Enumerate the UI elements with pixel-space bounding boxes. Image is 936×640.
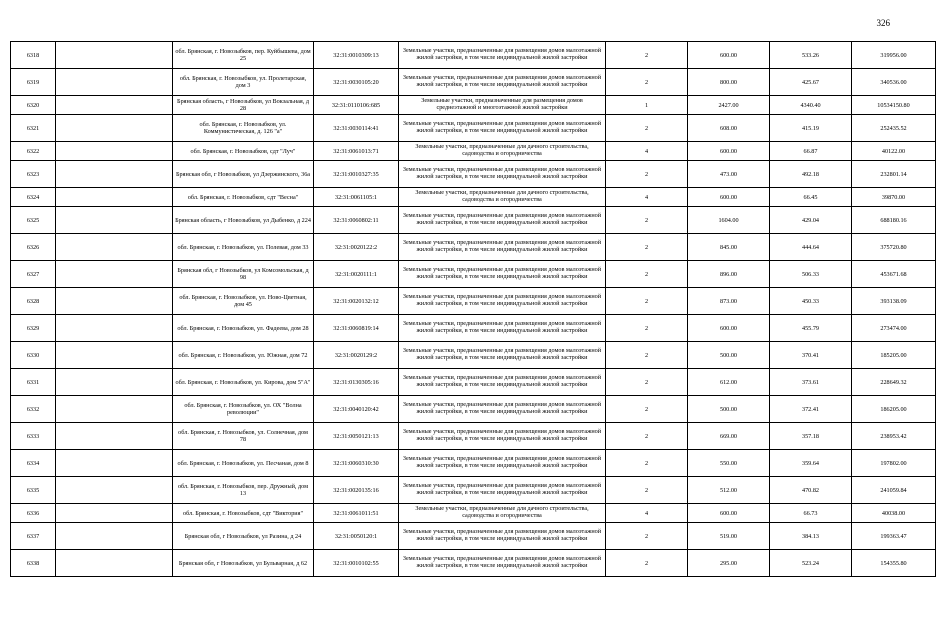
cadastral-value-cell: 238953.42 (852, 423, 936, 450)
table-body (11, 42, 936, 577)
specific-value-cell: 450.33 (770, 288, 852, 315)
address-cell: обл. Брянская, г. Новозыбков, ул. Ново-Цветная, дом 45 (173, 288, 314, 315)
land-use-cell: Земельные участки, предназначенные для размещения домов малоэтажной жилой застройки, в том числе индивидуальной жилой застройки (399, 234, 606, 261)
land-use-cell: Земельные участки, предназначенные для размещения домов малоэтажной жилой застройки, в том числе индивидуальной жилой застройки (399, 423, 606, 450)
specific-value-cell: 370.41 (770, 342, 852, 369)
row-number-cell: 6328 (11, 288, 56, 315)
cadastral-value-cell: 40122.00 (852, 142, 936, 161)
group-cell: 2 (606, 423, 688, 450)
cadastral-value-cell: 453671.68 (852, 261, 936, 288)
land-use-cell: Земельные участки, предназначенные для размещения домов малоэтажной жилой застройки, в том числе индивидуальной жилой застройки (399, 342, 606, 369)
address-cell: обл. Брянская, г. Новозыбков, ул. Южная, дом 72 (173, 342, 314, 369)
row-number-cell: 6329 (11, 315, 56, 342)
cadastral-number-cell: 32:31:0061011:51 (314, 504, 399, 523)
cadastral-number-cell: 32:31:0020129:2 (314, 342, 399, 369)
land-use-cell: Земельные участки, предназначенные для размещения домов малоэтажной жилой застройки, в том числе индивидуальной жилой застройки (399, 450, 606, 477)
cadastral-number-cell: 32:31:0110106:685 (314, 96, 399, 115)
cadastral-value-cell: 340536.00 (852, 69, 936, 96)
group-cell: 2 (606, 288, 688, 315)
specific-value-cell: 533.26 (770, 42, 852, 69)
address-cell: обл. Брянская, г. Новозыбков, ул. Полевая, дом 33 (173, 234, 314, 261)
cadastral-number-cell: 32:31:0061105:1 (314, 188, 399, 207)
area-cell: 295.00 (688, 550, 770, 577)
specific-value-cell: 384.13 (770, 523, 852, 550)
area-cell: 600.00 (688, 315, 770, 342)
cadastral-value-cell: 688180.16 (852, 207, 936, 234)
address-cell: обл. Брянская, г. Новозыбков, ул. Коммунистическая, д. 126 "а" (173, 115, 314, 142)
cadastral-value-cell: 186205.00 (852, 396, 936, 423)
cadastral-value-cell: 10534150.80 (852, 96, 936, 115)
address-cell: обл. Брянская, г. Новозыбков, ул. Песчаная, дом 8 (173, 450, 314, 477)
area-cell: 600.00 (688, 504, 770, 523)
cadastral-value-cell: 228649.32 (852, 369, 936, 396)
group-cell: 2 (606, 523, 688, 550)
land-use-cell: Земельные участки, предназначенные для дачного строительства, садоводства и огородничества (399, 504, 606, 523)
specific-value-cell: 492.18 (770, 161, 852, 188)
table-row (11, 69, 936, 96)
specific-value-cell: 506.33 (770, 261, 852, 288)
row-number-cell: 6326 (11, 234, 56, 261)
row-number-cell: 6336 (11, 504, 56, 523)
cadastral-value-cell: 40038.00 (852, 504, 936, 523)
land-use-cell: Земельные участки, предназначенные для дачного строительства, садоводства и огородничества (399, 188, 606, 207)
empty-cell (56, 342, 173, 369)
specific-value-cell: 429.04 (770, 207, 852, 234)
cadastral-number-cell: 32:31:0010309:13 (314, 42, 399, 69)
address-cell: обл. Брянская, г. Новозыбков, пер. Дружный, дом 13 (173, 477, 314, 504)
land-use-cell: Земельные участки, предназначенные для размещения домов малоэтажной жилой застройки, в том числе индивидуальной жилой застройки (399, 550, 606, 577)
table-row (11, 396, 936, 423)
table-row (11, 42, 936, 69)
table-row (11, 288, 936, 315)
cadastral-number-cell: 32:31:0060819:14 (314, 315, 399, 342)
land-use-cell: Земельные участки, предназначенные для размещения домов малоэтажной жилой застройки, в том числе индивидуальной жилой застройки (399, 207, 606, 234)
address-cell: Брянская обл, г Новозыбков, ул Дзержинского, 36а (173, 161, 314, 188)
row-number-cell: 6323 (11, 161, 56, 188)
address-cell: обл. Брянская, г. Новозыбков, ул. Солнечная, дом 78 (173, 423, 314, 450)
row-number-cell: 6337 (11, 523, 56, 550)
row-number-cell: 6330 (11, 342, 56, 369)
empty-cell (56, 96, 173, 115)
cadastral-value-cell: 393138.09 (852, 288, 936, 315)
land-use-cell: Земельные участки, предназначенные для размещения домов малоэтажной жилой застройки, в том числе индивидуальной жилой застройки (399, 369, 606, 396)
row-number-cell: 6327 (11, 261, 56, 288)
specific-value-cell: 470.82 (770, 477, 852, 504)
specific-value-cell: 455.79 (770, 315, 852, 342)
specific-value-cell: 372.41 (770, 396, 852, 423)
cadastral-number-cell: 32:31:0030105:20 (314, 69, 399, 96)
row-number-cell: 6319 (11, 69, 56, 96)
cadastral-value-cell: 319956.00 (852, 42, 936, 69)
cadastral-value-cell: 273474.00 (852, 315, 936, 342)
group-cell: 2 (606, 369, 688, 396)
table-row (11, 234, 936, 261)
group-cell: 1 (606, 96, 688, 115)
cadastral-value-table (10, 41, 936, 577)
land-use-cell: Земельные участки, предназначенные для дачного строительства, садоводства и огородничества (399, 142, 606, 161)
table-row (11, 504, 936, 523)
group-cell: 2 (606, 161, 688, 188)
specific-value-cell: 4340.40 (770, 96, 852, 115)
empty-cell (56, 42, 173, 69)
area-cell: 473.00 (688, 161, 770, 188)
specific-value-cell: 415.19 (770, 115, 852, 142)
row-number-cell: 6331 (11, 369, 56, 396)
area-cell: 873.00 (688, 288, 770, 315)
group-cell: 4 (606, 188, 688, 207)
group-cell: 2 (606, 396, 688, 423)
row-number-cell: 6334 (11, 450, 56, 477)
area-cell: 512.00 (688, 477, 770, 504)
specific-value-cell: 66.73 (770, 504, 852, 523)
group-cell: 2 (606, 261, 688, 288)
empty-cell (56, 142, 173, 161)
table-row (11, 207, 936, 234)
cadastral-value-cell: 232801.14 (852, 161, 936, 188)
empty-cell (56, 396, 173, 423)
land-use-cell: Земельные участки, предназначенные для размещения домов малоэтажной жилой застройки, в том числе индивидуальной жилой застройки (399, 69, 606, 96)
table-row (11, 115, 936, 142)
cadastral-number-cell: 32:31:0060802:11 (314, 207, 399, 234)
specific-value-cell: 425.67 (770, 69, 852, 96)
empty-cell (56, 550, 173, 577)
address-cell: обл. Брянская, г. Новозыбков, ул. Пролетарская, дом 3 (173, 69, 314, 96)
cadastral-number-cell: 32:31:0020132:12 (314, 288, 399, 315)
table-row (11, 369, 936, 396)
cadastral-number-cell: 32:31:0050120:1 (314, 523, 399, 550)
table-row (11, 96, 936, 115)
cadastral-value-cell: 185205.00 (852, 342, 936, 369)
cadastral-value-cell: 199363.47 (852, 523, 936, 550)
table-row (11, 450, 936, 477)
row-number-cell: 6322 (11, 142, 56, 161)
land-use-cell: Земельные участки, предназначенные для размещения домов малоэтажной жилой застройки, в том числе индивидуальной жилой застройки (399, 477, 606, 504)
land-use-cell: Земельные участки, предназначенные для размещения домов малоэтажной жилой застройки, в том числе индивидуальной жилой застройки (399, 523, 606, 550)
address-cell: обл. Брянская, г. Новозыбков, ул. Фадеева, дом 28 (173, 315, 314, 342)
row-number-cell: 6325 (11, 207, 56, 234)
cadastral-number-cell: 32:31:0060310:30 (314, 450, 399, 477)
land-use-cell: Земельные участки, предназначенные для размещения домов малоэтажной жилой застройки, в том числе индивидуальной жилой застройки (399, 115, 606, 142)
area-cell: 896.00 (688, 261, 770, 288)
area-cell: 612.00 (688, 369, 770, 396)
table-row (11, 423, 936, 450)
empty-cell (56, 450, 173, 477)
group-cell: 2 (606, 450, 688, 477)
cadastral-value-cell: 241059.84 (852, 477, 936, 504)
address-cell: Брянская обл, г Новозыбков, ул Разина, д 24 (173, 523, 314, 550)
group-cell: 2 (606, 207, 688, 234)
row-number-cell: 6320 (11, 96, 56, 115)
page-number: 326 (876, 18, 890, 28)
land-use-cell: Земельные участки, предназначенные для размещения домов малоэтажной жилой застройки, в том числе индивидуальной жилой застройки (399, 396, 606, 423)
address-cell: обл. Брянская, г. Новозыбков, сдт "Весна" (173, 188, 314, 207)
table-row (11, 315, 936, 342)
cadastral-value-cell: 252435.52 (852, 115, 936, 142)
table-row (11, 342, 936, 369)
table-row (11, 550, 936, 577)
empty-cell (56, 234, 173, 261)
specific-value-cell: 357.18 (770, 423, 852, 450)
group-cell: 2 (606, 115, 688, 142)
cadastral-number-cell: 32:31:0020122:2 (314, 234, 399, 261)
empty-cell (56, 504, 173, 523)
row-number-cell: 6318 (11, 42, 56, 69)
area-cell: 500.00 (688, 396, 770, 423)
specific-value-cell: 523.24 (770, 550, 852, 577)
area-cell: 600.00 (688, 42, 770, 69)
empty-cell (56, 523, 173, 550)
cadastral-number-cell: 32:31:0020111:1 (314, 261, 399, 288)
table-row (11, 261, 936, 288)
group-cell: 2 (606, 42, 688, 69)
cadastral-number-cell: 32:31:0010102:55 (314, 550, 399, 577)
specific-value-cell: 359.64 (770, 450, 852, 477)
empty-cell (56, 477, 173, 504)
group-cell: 2 (606, 69, 688, 96)
address-cell: обл. Брянская, г. Новозыбков, сдт "Луч" (173, 142, 314, 161)
specific-value-cell: 373.61 (770, 369, 852, 396)
cadastral-number-cell: 32:31:0010327:35 (314, 161, 399, 188)
area-cell: 1604.00 (688, 207, 770, 234)
empty-cell (56, 188, 173, 207)
land-use-cell: Земельные участки, предназначенные для размещения домов среднеэтажной и многоэтажной жилой застройки (399, 96, 606, 115)
table-row (11, 161, 936, 188)
area-cell: 519.00 (688, 523, 770, 550)
area-cell: 845.00 (688, 234, 770, 261)
area-cell: 600.00 (688, 142, 770, 161)
area-cell: 800.00 (688, 69, 770, 96)
group-cell: 2 (606, 550, 688, 577)
area-cell: 550.00 (688, 450, 770, 477)
cadastral-value-cell: 154355.80 (852, 550, 936, 577)
cadastral-number-cell: 32:31:0040120:42 (314, 396, 399, 423)
cadastral-number-cell: 32:31:0020135:16 (314, 477, 399, 504)
cadastral-number-cell: 32:31:0061013:71 (314, 142, 399, 161)
area-cell: 600.00 (688, 188, 770, 207)
empty-cell (56, 115, 173, 142)
cadastral-value-cell: 197802.00 (852, 450, 936, 477)
row-number-cell: 6324 (11, 188, 56, 207)
area-cell: 500.00 (688, 342, 770, 369)
row-number-cell: 6335 (11, 477, 56, 504)
empty-cell (56, 288, 173, 315)
land-use-cell: Земельные участки, предназначенные для размещения домов малоэтажной жилой застройки, в том числе индивидуальной жилой застройки (399, 315, 606, 342)
address-cell: Брянская обл, г Новозыбков, ул Комсомольская, д 98 (173, 261, 314, 288)
row-number-cell: 6333 (11, 423, 56, 450)
empty-cell (56, 315, 173, 342)
empty-cell (56, 369, 173, 396)
specific-value-cell: 66.45 (770, 188, 852, 207)
land-use-cell: Земельные участки, предназначенные для размещения домов малоэтажной жилой застройки, в том числе индивидуальной жилой застройки (399, 161, 606, 188)
cadastral-value-cell: 375720.80 (852, 234, 936, 261)
table-row (11, 477, 936, 504)
empty-cell (56, 69, 173, 96)
specific-value-cell: 444.64 (770, 234, 852, 261)
cadastral-number-cell: 32:31:0030114:41 (314, 115, 399, 142)
table-row (11, 142, 936, 161)
area-cell: 608.00 (688, 115, 770, 142)
address-cell: обл. Брянская, г. Новозыбков, пер. Куйбышева, дом 25 (173, 42, 314, 69)
empty-cell (56, 423, 173, 450)
row-number-cell: 6338 (11, 550, 56, 577)
address-cell: обл. Брянская, г. Новозыбков, сдт "Виктория" (173, 504, 314, 523)
specific-value-cell: 66.87 (770, 142, 852, 161)
address-cell: обл. Брянская, г. Новозыбков, ул. Кирова, дом 5"А" (173, 369, 314, 396)
group-cell: 4 (606, 504, 688, 523)
table-row (11, 188, 936, 207)
row-number-cell: 6321 (11, 115, 56, 142)
group-cell: 2 (606, 342, 688, 369)
address-cell: Брянская обл, г Новозыбков, ул Бульварная, д 62 (173, 550, 314, 577)
empty-cell (56, 161, 173, 188)
cadastral-number-cell: 32:31:0050121:13 (314, 423, 399, 450)
cadastral-value-cell: 39870.00 (852, 188, 936, 207)
group-cell: 2 (606, 477, 688, 504)
group-cell: 2 (606, 234, 688, 261)
land-use-cell: Земельные участки, предназначенные для размещения домов малоэтажной жилой застройки, в том числе индивидуальной жилой застройки (399, 42, 606, 69)
area-cell: 2427.00 (688, 96, 770, 115)
cadastral-number-cell: 32:31:0130305:16 (314, 369, 399, 396)
address-cell: Брянская область, г Новозыбков, ул Дыбенко, д 224 (173, 207, 314, 234)
empty-cell (56, 261, 173, 288)
address-cell: Брянская область, г Новозыбков, ул Вокзальная, д 28 (173, 96, 314, 115)
area-cell: 669.00 (688, 423, 770, 450)
address-cell: обл. Брянская, г. Новозыбков, ул. ОХ "Волна революции" (173, 396, 314, 423)
land-use-cell: Земельные участки, предназначенные для размещения домов малоэтажной жилой застройки, в том числе индивидуальной жилой застройки (399, 261, 606, 288)
table-row (11, 523, 936, 550)
group-cell: 2 (606, 315, 688, 342)
empty-cell (56, 207, 173, 234)
group-cell: 4 (606, 142, 688, 161)
row-number-cell: 6332 (11, 396, 56, 423)
land-use-cell: Земельные участки, предназначенные для размещения домов малоэтажной жилой застройки, в том числе индивидуальной жилой застройки (399, 288, 606, 315)
